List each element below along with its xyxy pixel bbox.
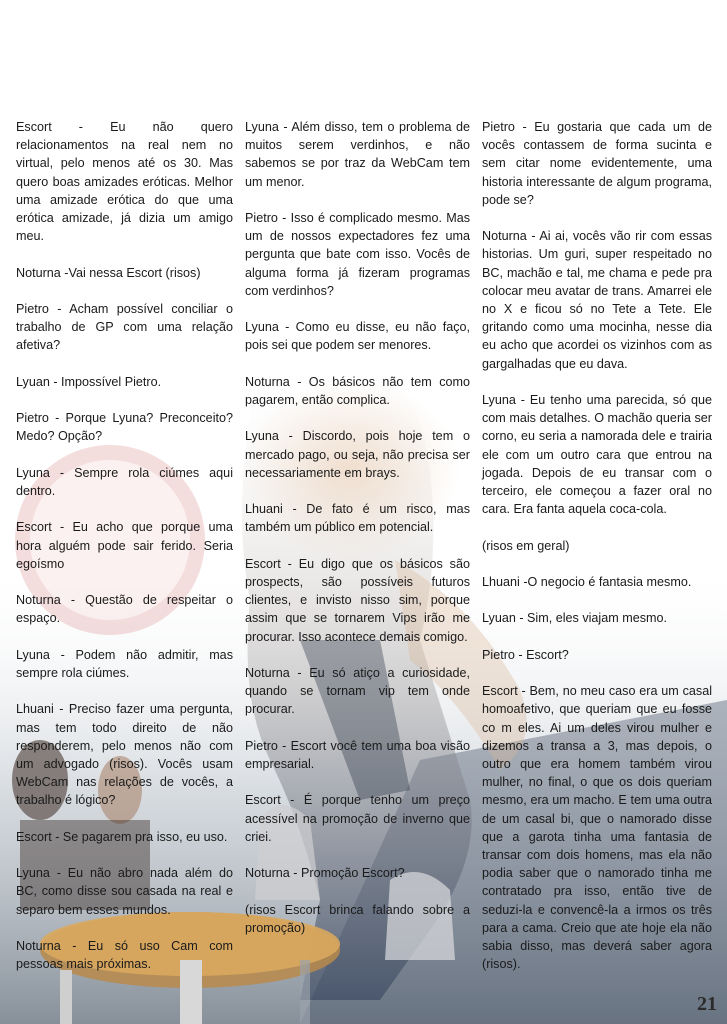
paragraph: Lyuna - Eu não abro nada além do BC, como disse sou casada na real e separo bem esses mundos. (16, 866, 233, 917)
paragraph: Lyuna - Como eu disse, eu não faço, pois sei que podem ser menores. (245, 320, 470, 353)
paragraph: Lhuani - Preciso fazer uma pergunta, mas tem todo direito de não responderem, pelo menos não com um advogado (risos). Vocês usam WebCam nas relações de vocês, a trabalho é lógico? (16, 702, 233, 808)
paragraph: Noturna - Promoção Escort? (245, 866, 405, 881)
paragraph: Escort - É porque tenho um preço acessível na promoção de inverno que criei. (245, 793, 470, 844)
paragraph: Noturna - Os básicos não tem como pagarem, então complica. (245, 374, 470, 407)
paragraph: (risos em geral) (482, 538, 570, 553)
paragraph: Escort - Se pagarem pra isso, eu uso. (16, 829, 228, 844)
paragraph: (risos Escort brinca falando sobre a promoção) (245, 902, 470, 935)
paragraph: Lhuani -O negocio é fantasia mesmo. (482, 575, 692, 590)
paragraph: Lyuna - Discordo, pois hoje tem o mercado pago, ou seja, não precisa ser necessariamente em brays. (245, 429, 470, 480)
paragraph: Pietro - Escort? (482, 647, 569, 662)
paragraph: Noturna - Eu só atiço a curiosidade, quando se tornam vip tem onde procurar. (245, 665, 470, 717)
paragraph: Escort - Eu não quero relacionamentos na real nem no virtual, pelo menos até os 30. Mas quero boas amizades eróticas. Melhor uma amizade erótica do que uma erótica amizade, já dizia um amigo meu. (16, 120, 233, 244)
paragraph: Lyuna - Além disso, tem o problema de muitos serem verdinhos, e não sabemos se por traz da WebCam tem um menor. (245, 120, 470, 189)
paragraph: Escort - Bem, no meu caso era um casal homoafetivo, que queriam que eu fosse co m eles. Ai um deles virou mulher e dizemos a transa a 3, mas depois, o outro que era homem também virou mulher, no final, o que os dois queriam mesmo, era um macho. E tem uma outra de um casal bi, que o namorado disse que a garota tinha uma fantasia de transar com dois homens, mas ela não podia saber que o namorado tinha me contratado pra isso, então tive de seduzi-la e convencê-la a irmos os três para a cama. Creio que ate hoje ela não sabia disso, mas deverá saber agora (risos). (482, 684, 712, 972)
paragraph: Escort - Eu acho que porque uma hora alguém pode sair ferido. Seria egoísmo (16, 520, 233, 571)
paragraph: Lhuani - De fato é um risco, mas também um público em potencial. (245, 502, 470, 535)
article-columns (16, 118, 712, 998)
column-3 (482, 118, 712, 998)
paragraph: Pietro - Isso é complicado mesmo. Mas um de nossos expectadores fez uma pergunta que bate com isso. Vocês de alguma forma já fizeram programas com verdinhos? (245, 211, 470, 298)
paragraph: Lyuan - Impossível Pietro. (16, 374, 162, 389)
paragraph: Noturna - Ai ai, vocês vão rir com essas historias. Um guri, super respeitado no BC, machão e tal, me chama e pede pra colocar meu avatar de trans. Amarrei ele no X e ficou só no Tete a Tete. Ele gritando como uma mocinha, nesse dia eu acho que acordei os vizinhos com as gargalhadas que eu dava. (482, 229, 712, 371)
paragraph: Pietro - Escort você tem uma boa visão empresarial. (245, 738, 470, 771)
paragraph: Pietro - Porque Lyuna? Preconceito? Medo? Opção? (16, 411, 233, 444)
paragraph: Pietro - Acham possível conciliar o trabalho de GP com uma relação afetiva? (16, 302, 233, 353)
paragraph: Escort - Eu digo que os básicos são prospects, são possíveis futuros clientes, e invisto nisso sim, porque assim que se tornarem Vips irão me procurar. Isso acontece demais comigo. (245, 556, 470, 644)
paragraph: Lyuna - Podem não admitir, mas sempre rola ciúmes. (16, 647, 233, 680)
page-number: 21 (697, 993, 717, 1015)
paragraph: Lyuna - Sempre rola ciúmes aqui dentro. (16, 465, 233, 498)
paragraph: Noturna - Questão de respeitar o espaço. (16, 593, 233, 626)
paragraph: Lyuan - Sim, eles viajam mesmo. (482, 611, 668, 626)
paragraph: Noturna -Vai nessa Escort (risos) (16, 265, 201, 280)
paragraph: Lyuna - Eu tenho uma parecida, só que com mais detalhes. O machão queria ser corno, eu seria a namorada dele e trairia ele com um outro cara que entrou na jogada. Depois de eu transar com o terceiro, ele começou a fazer oral no cara. Era fanta aquela coca-cola. (482, 393, 712, 517)
paragraph: Noturna - Eu só uso Cam com pessoas mais próximas. (16, 938, 233, 972)
paragraph: Pietro - Eu gostaria que cada um de vocês contassem de forma sucinta e sem citar nome evidentemente, uma historia interessante de algum programa, pode se? (482, 120, 712, 207)
column-2 (245, 118, 470, 998)
column-1 (16, 118, 233, 998)
